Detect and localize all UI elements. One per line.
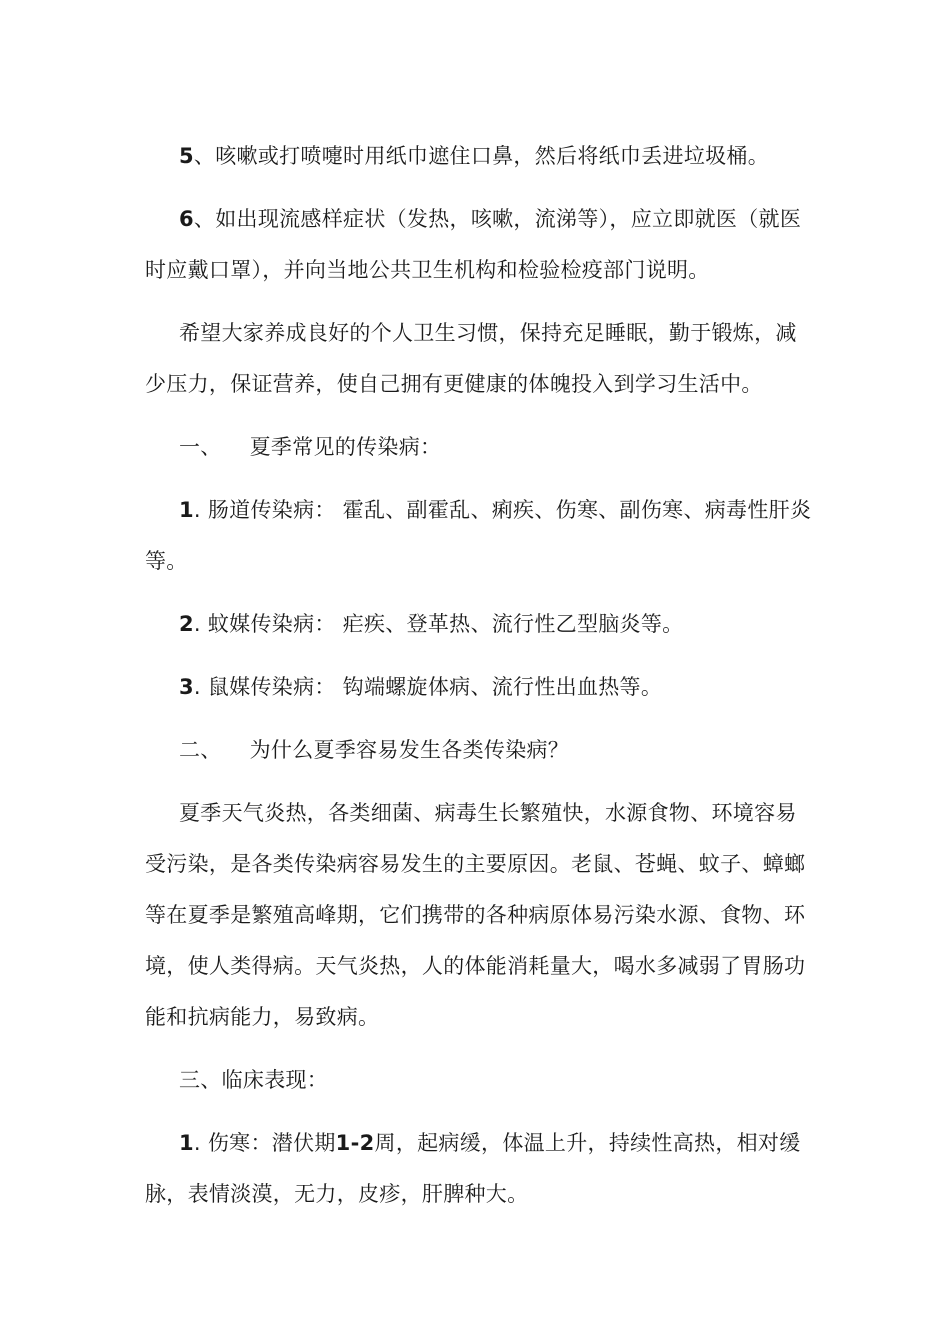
- section-heading-1: [145, 422, 813, 473]
- heading-prefix: 一、: [179, 435, 222, 459]
- paragraph-summer-reasons: [145, 788, 813, 1043]
- paragraph-advice: [145, 308, 813, 410]
- paragraph-text: 、如出现流感样症状（发热，咳嗽，流涕等），应立即就医（就医时应戴口罩），并向当地公共卫生机构和检验检疫部门说明。: [145, 207, 802, 282]
- paragraph-text: 夏季天气炎热，各类细菌、病毒生长繁殖快，水源食物、环境容易受污染，是各类传染病容易发生的主要原因。老鼠、苍蝇、蚊子、蟑螂等在夏季是繁殖高峰期，它们携带的各种病原体易污染水源、食物、环境，使人类得病。天气炎热，人的体能消耗量大，喝水多减弱了胃肠功能和抗病能力，易致病。: [145, 801, 806, 1029]
- item-number: 5: [179, 144, 194, 168]
- paragraph-text: 、咳嗽或打喷嚏时用纸巾遮住口鼻，然后将纸巾丢进垃圾桶。: [193, 144, 770, 168]
- paragraph-item-5: [145, 131, 813, 182]
- paragraph-text-continued: 周，起病缓，体温上升，持续性高热，相对缓脉，表情淡漠，无力，皮疹，肝脾种大。: [145, 1131, 801, 1206]
- item-number: 2: [179, 612, 194, 636]
- list-item-typhoid: [145, 1118, 813, 1220]
- item-number: 1: [179, 498, 194, 522]
- section-heading-3: [145, 1055, 813, 1106]
- list-item-rodent: [145, 662, 813, 713]
- paragraph-text: . 蚊媒传染病： 疟疾、登革热、流行性乙型脑炎等。: [193, 612, 684, 636]
- paragraph-text: 希望大家养成良好的个人卫生习惯，保持充足睡眠，勤于锻炼，减少压力，保证营养，使自己拥有更健康的体魄投入到学习生活中。: [145, 321, 797, 396]
- heading-text: 夏季常见的传染病：: [249, 435, 442, 459]
- incubation-range: 1-2: [335, 1131, 375, 1155]
- paragraph-text: . 鼠媒传染病： 钩端螺旋体病、流行性出血热等。: [193, 675, 663, 699]
- heading-prefix: 二、: [179, 738, 222, 762]
- section-heading-2: [145, 725, 813, 776]
- item-number: 6: [179, 207, 194, 231]
- list-item-mosquito: [145, 599, 813, 650]
- paragraph-item-6: [145, 194, 813, 296]
- paragraph-text: . 肠道传染病： 霍乱、副霍乱、痢疾、伤寒、副伤寒、病毒性肝炎等。: [145, 498, 812, 573]
- paragraph-text: . 伤寒：潜伏期: [193, 1131, 336, 1155]
- document-body: [145, 131, 813, 1232]
- heading-text: 为什么夏季容易发生各类传染病？: [249, 738, 570, 762]
- heading-text: 三、临床表现：: [179, 1068, 329, 1092]
- list-item-intestinal: [145, 485, 813, 587]
- item-number: 1: [179, 1131, 194, 1155]
- item-number: 3: [179, 675, 194, 699]
